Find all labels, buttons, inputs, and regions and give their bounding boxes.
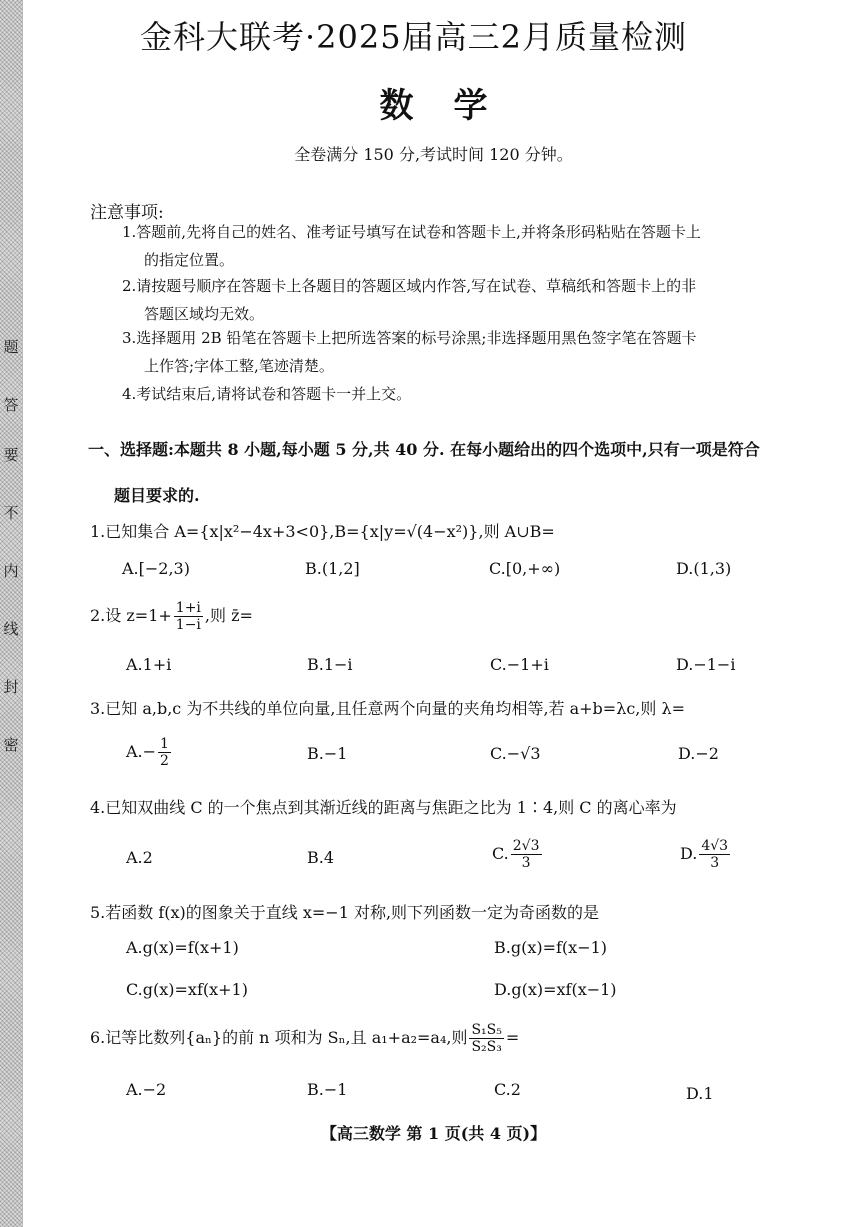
- denominator: 2: [160, 753, 169, 769]
- notes-title: 注意事项:: [90, 203, 164, 223]
- question-4-stem: 4.已知双曲线 C 的一个焦点到其渐近线的距离与焦距之比为 1∶4,则 C 的离心率为: [90, 798, 677, 817]
- margin-label: 密: [3, 736, 19, 754]
- page-footer: 【高三数学 第 1 页(共 4 页)】: [320, 1124, 547, 1143]
- option-a: A.1+i: [126, 655, 172, 674]
- denominator: 3: [710, 855, 720, 871]
- margin-label: 不: [3, 504, 19, 522]
- question-6-stem: [90, 1022, 519, 1055]
- margin-label: 线: [3, 620, 19, 638]
- margin-label: 题: [3, 338, 19, 356]
- option-d: [680, 838, 732, 871]
- denominator: 1−i: [175, 617, 201, 633]
- note-line: 3.选择题用 2B 铅笔在答题卡上把所选答案的标号涂黑;非选择题用黑色签字笔在答题卡: [122, 329, 697, 347]
- numerator: 1+i: [175, 600, 201, 616]
- option-c: C.−√3: [490, 744, 541, 763]
- margin-label: 答: [3, 396, 19, 414]
- option-a: A.−2: [126, 1080, 167, 1099]
- option-label: D.: [680, 844, 698, 863]
- option-b: B.−1: [307, 744, 348, 763]
- note-item: [122, 218, 864, 274]
- option-d: D.−1−i: [676, 655, 736, 674]
- numerator: S₁S₅: [471, 1022, 502, 1038]
- note-line: 答题区域均无效。: [144, 305, 265, 323]
- question-3-stem: 3.已知 a,b,c 为不共线的单位向量,且任意两个向量的夹角均相等,若 a+b=λc,则 λ=: [90, 699, 686, 718]
- option-a: A.2: [126, 848, 153, 867]
- option-b: B.1−i: [307, 655, 353, 674]
- option-d: D.(1,3): [676, 559, 732, 578]
- fraction: [511, 838, 542, 871]
- option-d: D.−2: [678, 744, 719, 763]
- option-b: B.(1,2]: [305, 559, 360, 578]
- fraction: [158, 736, 171, 769]
- stem-text: =: [505, 1028, 520, 1047]
- note-item: [122, 324, 864, 380]
- margin-label: 要: [3, 446, 19, 464]
- fraction: [174, 600, 203, 633]
- option-c: [492, 838, 544, 871]
- note-line: 的指定位置。: [144, 251, 235, 269]
- option-b: B.4: [307, 848, 335, 867]
- note-line: 上作答;字体工整,笔迹清楚。: [144, 357, 334, 375]
- stem-text: ,则 z̄=: [204, 606, 253, 625]
- exam-info: 全卷满分 150 分,考试时间 120 分钟。: [294, 145, 573, 164]
- section-line: 题目要求的.: [114, 486, 200, 505]
- page-title: 金科大联考·2025届高三2月质量检测: [140, 18, 687, 56]
- option-label: A.−: [126, 742, 157, 761]
- margin-label: 内: [3, 562, 19, 580]
- section-heading: [88, 437, 864, 509]
- subject-title: 数学: [379, 86, 528, 126]
- stem-text: 2.设 z=1+: [90, 606, 172, 625]
- note-item: [122, 272, 864, 328]
- option-label: C.: [492, 844, 509, 863]
- question-1-stem: 1.已知集合 A={x|x²−4x+3<0},B={x|y=√(4−x²)},则 A∪B=: [90, 522, 555, 541]
- note-line: 2.请按题号顺序在答题卡上各题目的答题区域内作答,写在试卷、草稿纸和答题卡上的非: [122, 277, 697, 295]
- fraction: [699, 838, 730, 871]
- denominator: 3: [521, 855, 531, 871]
- option-b: B.−1: [307, 1080, 348, 1099]
- note-line: 1.答题前,先将自己的姓名、准考证号填写在试卷和答题卡上,并将条形码粘贴在答题卡上: [122, 223, 701, 241]
- denominator: S₂S₃: [471, 1039, 502, 1055]
- option-a: A.g(x)=f(x+1): [126, 938, 239, 957]
- margin-label: 封: [3, 678, 19, 696]
- question-2-stem: [90, 600, 253, 633]
- option-b: B.g(x)=f(x−1): [494, 938, 608, 957]
- stem-text: 6.记等比数列{aₙ}的前 n 项和为 Sₙ,且 a₁+a₂=a₄,则: [90, 1028, 468, 1047]
- note-item: [122, 380, 864, 408]
- note-line: 4.考试结束后,请将试卷和答题卡一并上交。: [122, 385, 412, 403]
- option-c: C.g(x)=xf(x+1): [126, 980, 248, 999]
- option-a: [126, 736, 173, 769]
- binding-margin: [0, 0, 23, 1227]
- option-c: C.[0,+∞): [489, 559, 561, 578]
- question-5-stem: 5.若函数 f(x)的图象关于直线 x=−1 对称,则下列函数一定为奇函数的是: [90, 903, 600, 922]
- option-c: C.2: [494, 1080, 521, 1099]
- numerator: 4√3: [701, 838, 729, 854]
- option-d: D.1: [686, 1084, 714, 1103]
- option-d: D.g(x)=xf(x−1): [494, 980, 617, 999]
- fraction: [469, 1022, 503, 1055]
- option-c: C.−1+i: [490, 655, 549, 674]
- section-line: 一、选择题:本题共 8 小题,每小题 5 分,共 40 分. 在每小题给出的四个选项中,只有一项是符合: [88, 440, 760, 459]
- numerator: 2√3: [512, 838, 540, 854]
- option-a: A.[−2,3): [122, 559, 190, 578]
- numerator: 1: [160, 736, 169, 752]
